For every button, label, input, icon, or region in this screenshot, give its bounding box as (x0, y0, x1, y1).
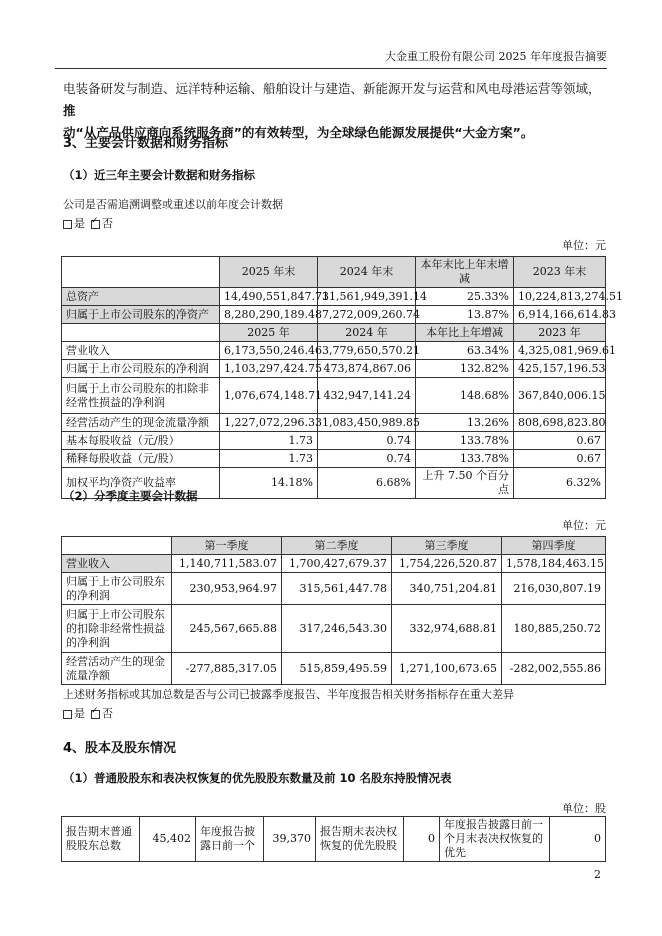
option-yes-label: 是 (74, 217, 85, 230)
table-header-cell: 本年末比上年末增减 (416, 257, 514, 288)
option-no-label: 否 (102, 217, 113, 230)
table-header-cell: 2023 年 (514, 324, 606, 342)
value-cell: 6.32% (514, 468, 606, 499)
row-label-cell: 营业收入 (62, 342, 220, 360)
section3-sub2: （2）分季度主要会计数据 (63, 489, 198, 503)
intro-line1-bold: 推 (63, 103, 76, 118)
value-cell: 0.67 (514, 450, 606, 468)
unit-label-2: 单位：元 (562, 519, 606, 532)
table-header-cell: 本年比上年增减 (416, 324, 514, 342)
value-cell: 4,325,081,969.61 (514, 342, 606, 360)
table-header-row (62, 257, 606, 288)
value-cell: 132.82% (416, 360, 514, 378)
row-label-cell: 归属于上市公司股东的净利润 (62, 573, 172, 605)
page-header (55, 48, 607, 69)
section3-title: 3、主要会计数据和财务指标 (63, 136, 229, 151)
table-header-cell (62, 324, 220, 342)
value-cell: 14,490,551,847.73 (220, 288, 318, 306)
option-no-label-2: 否 (102, 707, 113, 720)
table-row (62, 432, 606, 450)
unit-label-1: 单位：元 (562, 239, 606, 252)
value-cell: 245,567,665.88 (172, 605, 282, 653)
value-cell: 1,578,184,463.15 (502, 555, 606, 573)
table-row (62, 360, 606, 378)
value-cell: 0.74 (318, 432, 416, 450)
value-cell: 8,280,290,189.48 (220, 306, 318, 324)
value-cell: 6,914,166,614.83 (514, 306, 606, 324)
restate-question: 公司是否需追溯调整或重述以前年度会计数据 (63, 198, 283, 211)
row-label-cell: 归属于上市公司股东的净资产 (62, 306, 220, 324)
value-cell: 432,947,141.24 (318, 378, 416, 414)
prior-month-preferred-value: 0 (550, 817, 606, 862)
value-cell: 1.73 (220, 450, 318, 468)
table-row (62, 306, 606, 324)
value-cell: 425,157,196.53 (514, 360, 606, 378)
row-label-cell: 经营活动产生的现金流量净额 (62, 653, 172, 685)
value-cell: 25.33% (416, 288, 514, 306)
table-header-cell: 第一季度 (172, 537, 282, 555)
table-row (62, 288, 606, 306)
value-cell: 515,859,495.59 (282, 653, 392, 685)
table-header-cell: 2025 年 (220, 324, 318, 342)
value-cell: 13.87% (416, 306, 514, 324)
value-cell: 3,779,650,570.21 (318, 342, 416, 360)
table-header-cell: 第三季度 (392, 537, 502, 555)
table-header-row (62, 324, 606, 342)
row-label-cell: 稀释每股收益（元/股） (62, 450, 220, 468)
preferred-holders-label: 报告期末表决权恢复的优先股股 (316, 817, 404, 862)
table-row (62, 653, 606, 685)
prior-month-holders-value: 39,370 (264, 817, 316, 862)
value-cell: 808,698,823.80 (514, 414, 606, 432)
prior-month-holders-label: 年度报告披露日前一个 (196, 817, 264, 862)
value-cell: 6,173,550,246.46 (220, 342, 318, 360)
table-header-cell: 第二季度 (282, 537, 392, 555)
table-header-cell (62, 257, 220, 288)
value-cell: 上升 7.50 个百分点 (416, 468, 514, 499)
table-header-cell (62, 537, 172, 555)
value-cell: 317,246,543.30 (282, 605, 392, 653)
checkbox-no-checked[interactable] (91, 220, 100, 229)
value-cell: 10,224,813,274.51 (514, 288, 606, 306)
value-cell: 1,754,226,520.87 (392, 555, 502, 573)
table-row (62, 378, 606, 414)
row-label-cell: 经营活动产生的现金流量净额 (62, 414, 220, 432)
page-number: 2 (594, 868, 601, 881)
value-cell: -282,002,555.86 (502, 653, 606, 685)
difference-question: 上述财务指标或其加总数是否与公司已披露季度报告、半年度报告相关财务指标存在重大差异 (63, 688, 514, 701)
value-cell: 0.67 (514, 432, 606, 450)
intro-line1: 电装备研发与制造、远洋特种运输、船舶设计与建造、新能源开发与运营和风电母港运营等领域， (63, 81, 601, 96)
quarterly-financial-table (61, 536, 606, 685)
prior-month-preferred-label: 年度报告披露日前一个月末表决权恢复的优先 (440, 817, 550, 862)
table-header-cell: 2025 年末 (220, 257, 318, 288)
value-cell: 13.26% (416, 414, 514, 432)
value-cell: 180,885,250.72 (502, 605, 606, 653)
value-cell: 1,271,100,673.65 (392, 653, 502, 685)
section4-title: 4、股本及股东情况 (63, 741, 177, 756)
value-cell: 230,953,964.97 (172, 573, 282, 605)
shareholder-count-table (61, 816, 606, 862)
row-label-cell: 总资产 (62, 288, 220, 306)
three-year-financial-table (61, 256, 623, 499)
row-label-cell: 加权平均净资产收益率 (62, 468, 220, 499)
value-cell: 367,840,006.15 (514, 378, 606, 414)
checkbox-yes[interactable] (63, 220, 72, 229)
value-cell: -277,885,317.05 (172, 653, 282, 685)
section3-sub1: （1）近三年主要会计数据和财务指标 (63, 168, 255, 182)
row-label-cell: 营业收入 (62, 555, 172, 573)
value-cell: 6.68% (318, 468, 416, 499)
restate-options (63, 215, 113, 231)
value-cell: 63.34% (416, 342, 514, 360)
value-cell: 1,076,674,148.71 (220, 378, 318, 414)
row-label-cell: 归属于上市公司股东的净利润 (62, 360, 220, 378)
preferred-holders-value: 0 (404, 817, 440, 862)
value-cell: 216,030,807.19 (502, 573, 606, 605)
value-cell: 315,561,447.78 (282, 573, 392, 605)
table-row (62, 605, 606, 653)
value-cell: 1,140,711,583.07 (172, 555, 282, 573)
unit-label-3: 单位：股 (562, 802, 606, 815)
value-cell: 14.18% (220, 468, 318, 499)
value-cell: 1,103,297,424.75 (220, 360, 318, 378)
table-row (62, 342, 606, 360)
table-header-cell: 第四季度 (502, 537, 606, 555)
row-label-cell: 归属于上市公司股东的扣除非经常性损益的净利润 (62, 378, 220, 414)
value-cell: 133.78% (416, 450, 514, 468)
table-header-cell: 2024 年 (318, 324, 416, 342)
option-yes-label-2: 是 (74, 707, 85, 720)
value-cell: 11,561,949,391.14 (318, 288, 416, 306)
table-row (62, 573, 606, 605)
value-cell: 1,083,450,989.85 (318, 414, 416, 432)
value-cell: 7,272,009,260.74 (318, 306, 416, 324)
value-cell: 1,700,427,679.37 (282, 555, 392, 573)
checkbox-no-checked-2[interactable] (91, 710, 100, 719)
value-cell: 133.78% (416, 432, 514, 450)
value-cell: 340,751,204.81 (392, 573, 502, 605)
value-cell: 1.73 (220, 432, 318, 450)
total-holders-value: 45,402 (140, 817, 196, 862)
section4-sub1: （1）普通股股东和表决权恢复的优先股股东数量及前 10 名股东持股情况表 (63, 771, 452, 785)
difference-options (63, 705, 113, 721)
total-holders-label: 报告期末普通股股东总数 (62, 817, 140, 862)
value-cell: 332,974,688.81 (392, 605, 502, 653)
table-header-row (62, 537, 606, 555)
table-row (62, 450, 606, 468)
value-cell: 0.74 (318, 450, 416, 468)
table-row (62, 555, 606, 573)
row-label-cell: 归属于上市公司股东的扣除非经常性损益的净利润 (62, 605, 172, 653)
value-cell: 1,227,072,296.33 (220, 414, 318, 432)
table-header-cell: 2024 年末 (318, 257, 416, 288)
row-label-cell: 基本每股收益（元/股） (62, 432, 220, 450)
checkbox-yes-2[interactable] (63, 710, 72, 719)
table-row (62, 414, 606, 432)
header-title: 大金重工股份有限公司 2025 年年度报告摘要 (385, 50, 607, 63)
table-header-cell: 2023 年末 (514, 257, 606, 288)
value-cell: 473,874,867.06 (318, 360, 416, 378)
value-cell: 148.68% (416, 378, 514, 414)
intro-line2-bold: 动“从产品供应商向系统服务商”的有效转型，为全球绿色能源发展提供“大金方案”。 (63, 125, 534, 140)
